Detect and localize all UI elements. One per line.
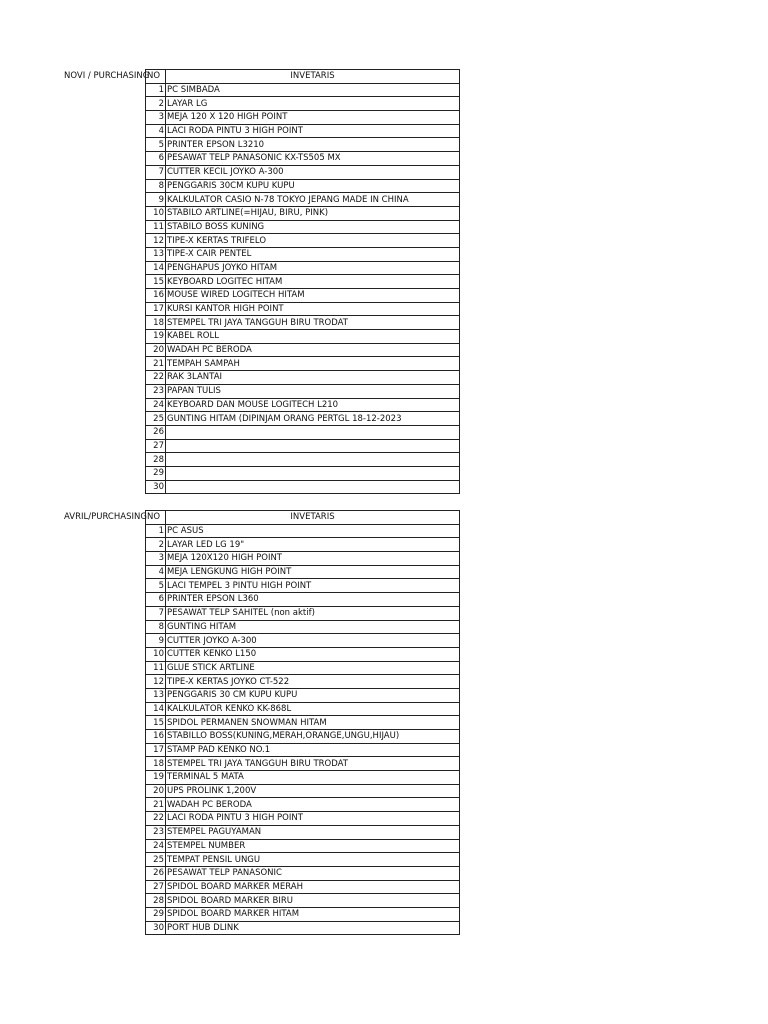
row-number-cell: 30 (146, 480, 166, 494)
inventory-item-cell: GUNTING HITAM (DIPINJAM ORANG PERTGL 18-12-2023 (166, 412, 460, 426)
row-number-cell: 28 (146, 453, 166, 467)
inventory-item-cell (166, 439, 460, 453)
row-number-cell: 17 (146, 302, 166, 316)
row-number-cell: 15 (146, 275, 166, 289)
inventory-item-cell: CUTTER KECIL JOYKO A-300 (166, 165, 460, 179)
table-row (146, 247, 460, 261)
row-number-cell: 5 (146, 138, 166, 152)
header-no: NO (146, 511, 166, 525)
row-number-cell: 14 (146, 702, 166, 716)
row-number-cell: 11 (146, 661, 166, 675)
table-row (146, 647, 460, 661)
table-row (146, 716, 460, 730)
table-row (146, 83, 460, 97)
table-row (146, 275, 460, 289)
inventory-item-cell: CUTTER JOYKO A-300 (166, 634, 460, 648)
inventory-item-cell: MEJA 120X120 HIGH POINT (166, 552, 460, 566)
table-row (146, 111, 460, 125)
table-row (146, 524, 460, 538)
header-inventaris: INVETARIS (166, 70, 460, 84)
inventory-item-cell: KEYBOARD LOGITEC HITAM (166, 275, 460, 289)
table-row (146, 730, 460, 744)
row-number-cell: 9 (146, 193, 166, 207)
table-row (146, 688, 460, 702)
inventory-item-cell: LAYAR LG (166, 97, 460, 111)
row-number-cell: 21 (146, 798, 166, 812)
row-number-cell: 29 (146, 466, 166, 480)
table-row (146, 302, 460, 316)
inventory-item-cell: PRINTER EPSON L3210 (166, 138, 460, 152)
table-row (146, 771, 460, 785)
row-number-cell: 5 (146, 579, 166, 593)
table-row (146, 552, 460, 566)
row-number-cell: 7 (146, 606, 166, 620)
inventory-item-cell: PENGGARIS 30 CM KUPU KUPU (166, 688, 460, 702)
table-row (146, 661, 460, 675)
inventory-item-cell: PORT HUB DLINK (166, 921, 460, 935)
inventory-item-cell: WADAH PC BERODA (166, 343, 460, 357)
row-number-cell: 21 (146, 357, 166, 371)
inventory-item-cell: KALKULATOR CASIO N-78 TOKYO JEPANG MADE IN CHINA (166, 193, 460, 207)
table-row (146, 880, 460, 894)
section-owner-label: AVRIL/PURCHASING (64, 512, 147, 522)
row-number-cell: 2 (146, 538, 166, 552)
inventory-item-cell: STEMPEL TRI JAYA TANGGUH BIRU TRODAT (166, 316, 460, 330)
row-number-cell: 4 (146, 124, 166, 138)
table-row (146, 316, 460, 330)
table-row (146, 743, 460, 757)
inventory-item-cell: PC ASUS (166, 524, 460, 538)
inventory-item-cell: SPIDOL BOARD MARKER BIRU (166, 894, 460, 908)
table-row (146, 179, 460, 193)
row-number-cell: 30 (146, 921, 166, 935)
row-number-cell: 26 (146, 866, 166, 880)
table-row (146, 439, 460, 453)
row-number-cell: 29 (146, 907, 166, 921)
row-number-cell: 10 (146, 206, 166, 220)
header-no: NO (146, 70, 166, 84)
inventory-item-cell: MEJA 120 X 120 HIGH POINT (166, 111, 460, 125)
inventory-item-cell: UPS PROLINK 1,200V (166, 784, 460, 798)
inventory-item-cell: GUNTING HITAM (166, 620, 460, 634)
row-number-cell: 23 (146, 384, 166, 398)
row-number-cell: 3 (146, 552, 166, 566)
inventory-item-cell: TIPE-X KERTAS JOYKO CT-522 (166, 675, 460, 689)
row-number-cell: 19 (146, 330, 166, 344)
row-number-cell: 22 (146, 812, 166, 826)
inventory-item-cell: PENGGARIS 30CM KUPU KUPU (166, 179, 460, 193)
table-row (146, 634, 460, 648)
table-row (146, 784, 460, 798)
row-number-cell: 11 (146, 220, 166, 234)
row-number-cell: 8 (146, 620, 166, 634)
table-row (146, 702, 460, 716)
row-number-cell: 1 (146, 83, 166, 97)
row-number-cell: 20 (146, 343, 166, 357)
row-number-cell: 6 (146, 152, 166, 166)
inventory-item-cell: STABILO ARTLINE(=HIJAU, BIRU, PINK) (166, 206, 460, 220)
inventory-item-cell (166, 480, 460, 494)
inventory-item-cell (166, 425, 460, 439)
row-number-cell: 23 (146, 825, 166, 839)
table-row (146, 812, 460, 826)
inventory-item-cell: STAMP PAD KENKO NO.1 (166, 743, 460, 757)
row-number-cell: 13 (146, 247, 166, 261)
table-row (146, 152, 460, 166)
table-row (146, 165, 460, 179)
inventory-item-cell: KEYBOARD DAN MOUSE LOGITECH L210 (166, 398, 460, 412)
row-number-cell: 27 (146, 880, 166, 894)
row-number-cell: 25 (146, 412, 166, 426)
row-number-cell: 3 (146, 111, 166, 125)
row-number-cell: 24 (146, 839, 166, 853)
table-row (146, 357, 460, 371)
table-row (146, 866, 460, 880)
table-row (146, 466, 460, 480)
table-row (146, 565, 460, 579)
row-number-cell: 16 (146, 730, 166, 744)
table-row (146, 330, 460, 344)
table-row (146, 825, 460, 839)
row-number-cell: 1 (146, 524, 166, 538)
row-number-cell: 28 (146, 894, 166, 908)
inventory-item-cell: GLUE STICK ARTLINE (166, 661, 460, 675)
inventory-item-cell: STEMPEL TRI JAYA TANGGUH BIRU TRODAT (166, 757, 460, 771)
inventory-item-cell: PENGHAPUS JOYKO HITAM (166, 261, 460, 275)
row-number-cell: 13 (146, 688, 166, 702)
inventory-item-cell: CUTTER KENKO L150 (166, 647, 460, 661)
table-row (146, 798, 460, 812)
table-row (146, 538, 460, 552)
row-number-cell: 14 (146, 261, 166, 275)
table-row (146, 453, 460, 467)
table-row (146, 425, 460, 439)
row-number-cell: 12 (146, 234, 166, 248)
inventory-table (145, 510, 460, 935)
header-inventaris: INVETARIS (166, 511, 460, 525)
row-number-cell: 6 (146, 593, 166, 607)
table-row (146, 412, 460, 426)
inventory-item-cell: SPIDOL BOARD MARKER HITAM (166, 907, 460, 921)
inventory-item-cell: STEMPEL PAGUYAMAN (166, 825, 460, 839)
table-row (146, 261, 460, 275)
inventory-item-cell: PAPAN TULIS (166, 384, 460, 398)
inventory-item-cell: KALKULATOR KENKO KK-868L (166, 702, 460, 716)
row-number-cell: 18 (146, 757, 166, 771)
row-number-cell: 15 (146, 716, 166, 730)
inventory-table (145, 69, 460, 494)
table-row (146, 853, 460, 867)
inventory-item-cell: MOUSE WIRED LOGITECH HITAM (166, 289, 460, 303)
row-number-cell: 10 (146, 647, 166, 661)
inventory-item-cell: PESAWAT TELP SAHITEL (non aktif) (166, 606, 460, 620)
inventory-item-cell: STABILLO BOSS(KUNING,MERAH,ORANGE,UNGU,HIJAU) (166, 730, 460, 744)
table-row (146, 220, 460, 234)
row-number-cell: 18 (146, 316, 166, 330)
row-number-cell: 19 (146, 771, 166, 785)
table-header-row (146, 511, 460, 525)
inventory-item-cell: TIPE-X KERTAS TRIFELO (166, 234, 460, 248)
table-row (146, 398, 460, 412)
inventory-table-body (146, 511, 460, 935)
table-row (146, 839, 460, 853)
inventory-item-cell: PC SIMBADA (166, 83, 460, 97)
table-row (146, 675, 460, 689)
inventory-item-cell: STEMPEL NUMBER (166, 839, 460, 853)
inventory-item-cell: SPIDOL BOARD MARKER MERAH (166, 880, 460, 894)
row-number-cell: 24 (146, 398, 166, 412)
table-row (146, 193, 460, 207)
inventory-item-cell: WADAH PC BERODA (166, 798, 460, 812)
table-row (146, 384, 460, 398)
inventory-item-cell: LACI RODA PINTU 3 HIGH POINT (166, 812, 460, 826)
section-owner-label: NOVI / PURCHASING (64, 71, 150, 81)
table-row (146, 620, 460, 634)
row-number-cell: 8 (146, 179, 166, 193)
inventory-item-cell: SPIDOL PERMANEN SNOWMAN HITAM (166, 716, 460, 730)
row-number-cell: 12 (146, 675, 166, 689)
inventory-item-cell (166, 453, 460, 467)
row-number-cell: 27 (146, 439, 166, 453)
inventory-item-cell: TEMPAH SAMPAH (166, 357, 460, 371)
table-row (146, 921, 460, 935)
table-row (146, 97, 460, 111)
row-number-cell: 22 (146, 371, 166, 385)
inventory-item-cell: LACI TEMPEL 3 PINTU HIGH POINT (166, 579, 460, 593)
inventory-item-cell: MEJA LENGKUNG HIGH POINT (166, 565, 460, 579)
row-number-cell: 20 (146, 784, 166, 798)
table-row (146, 234, 460, 248)
row-number-cell: 26 (146, 425, 166, 439)
inventory-item-cell: TERMINAL 5 MATA (166, 771, 460, 785)
table-row (146, 757, 460, 771)
table-row (146, 206, 460, 220)
table-row (146, 907, 460, 921)
table-row (146, 289, 460, 303)
row-number-cell: 16 (146, 289, 166, 303)
inventory-item-cell: LAYAR LED LG 19" (166, 538, 460, 552)
row-number-cell: 2 (146, 97, 166, 111)
inventory-item-cell: LACI RODA PINTU 3 HIGH POINT (166, 124, 460, 138)
row-number-cell: 9 (146, 634, 166, 648)
inventory-item-cell: STABILO BOSS KUNING (166, 220, 460, 234)
table-row (146, 480, 460, 494)
inventory-item-cell (166, 466, 460, 480)
table-row (146, 343, 460, 357)
inventory-table-body (146, 70, 460, 494)
table-row (146, 124, 460, 138)
inventory-item-cell: RAK 3LANTAI (166, 371, 460, 385)
table-header-row (146, 70, 460, 84)
row-number-cell: 7 (146, 165, 166, 179)
inventory-item-cell: KABEL ROLL (166, 330, 460, 344)
inventory-item-cell: PESAWAT TELP PANASONIC (166, 866, 460, 880)
row-number-cell: 17 (146, 743, 166, 757)
inventory-item-cell: PESAWAT TELP PANASONIC KX-TS505 MX (166, 152, 460, 166)
table-row (146, 138, 460, 152)
table-row (146, 894, 460, 908)
table-row (146, 371, 460, 385)
row-number-cell: 4 (146, 565, 166, 579)
table-row (146, 606, 460, 620)
table-row (146, 593, 460, 607)
inventory-item-cell: PRINTER EPSON L360 (166, 593, 460, 607)
inventory-item-cell: KURSI KANTOR HIGH POINT (166, 302, 460, 316)
inventory-item-cell: TIPE-X CAIR PENTEL (166, 247, 460, 261)
inventory-item-cell: TEMPAT PENSIL UNGU (166, 853, 460, 867)
table-row (146, 579, 460, 593)
row-number-cell: 25 (146, 853, 166, 867)
